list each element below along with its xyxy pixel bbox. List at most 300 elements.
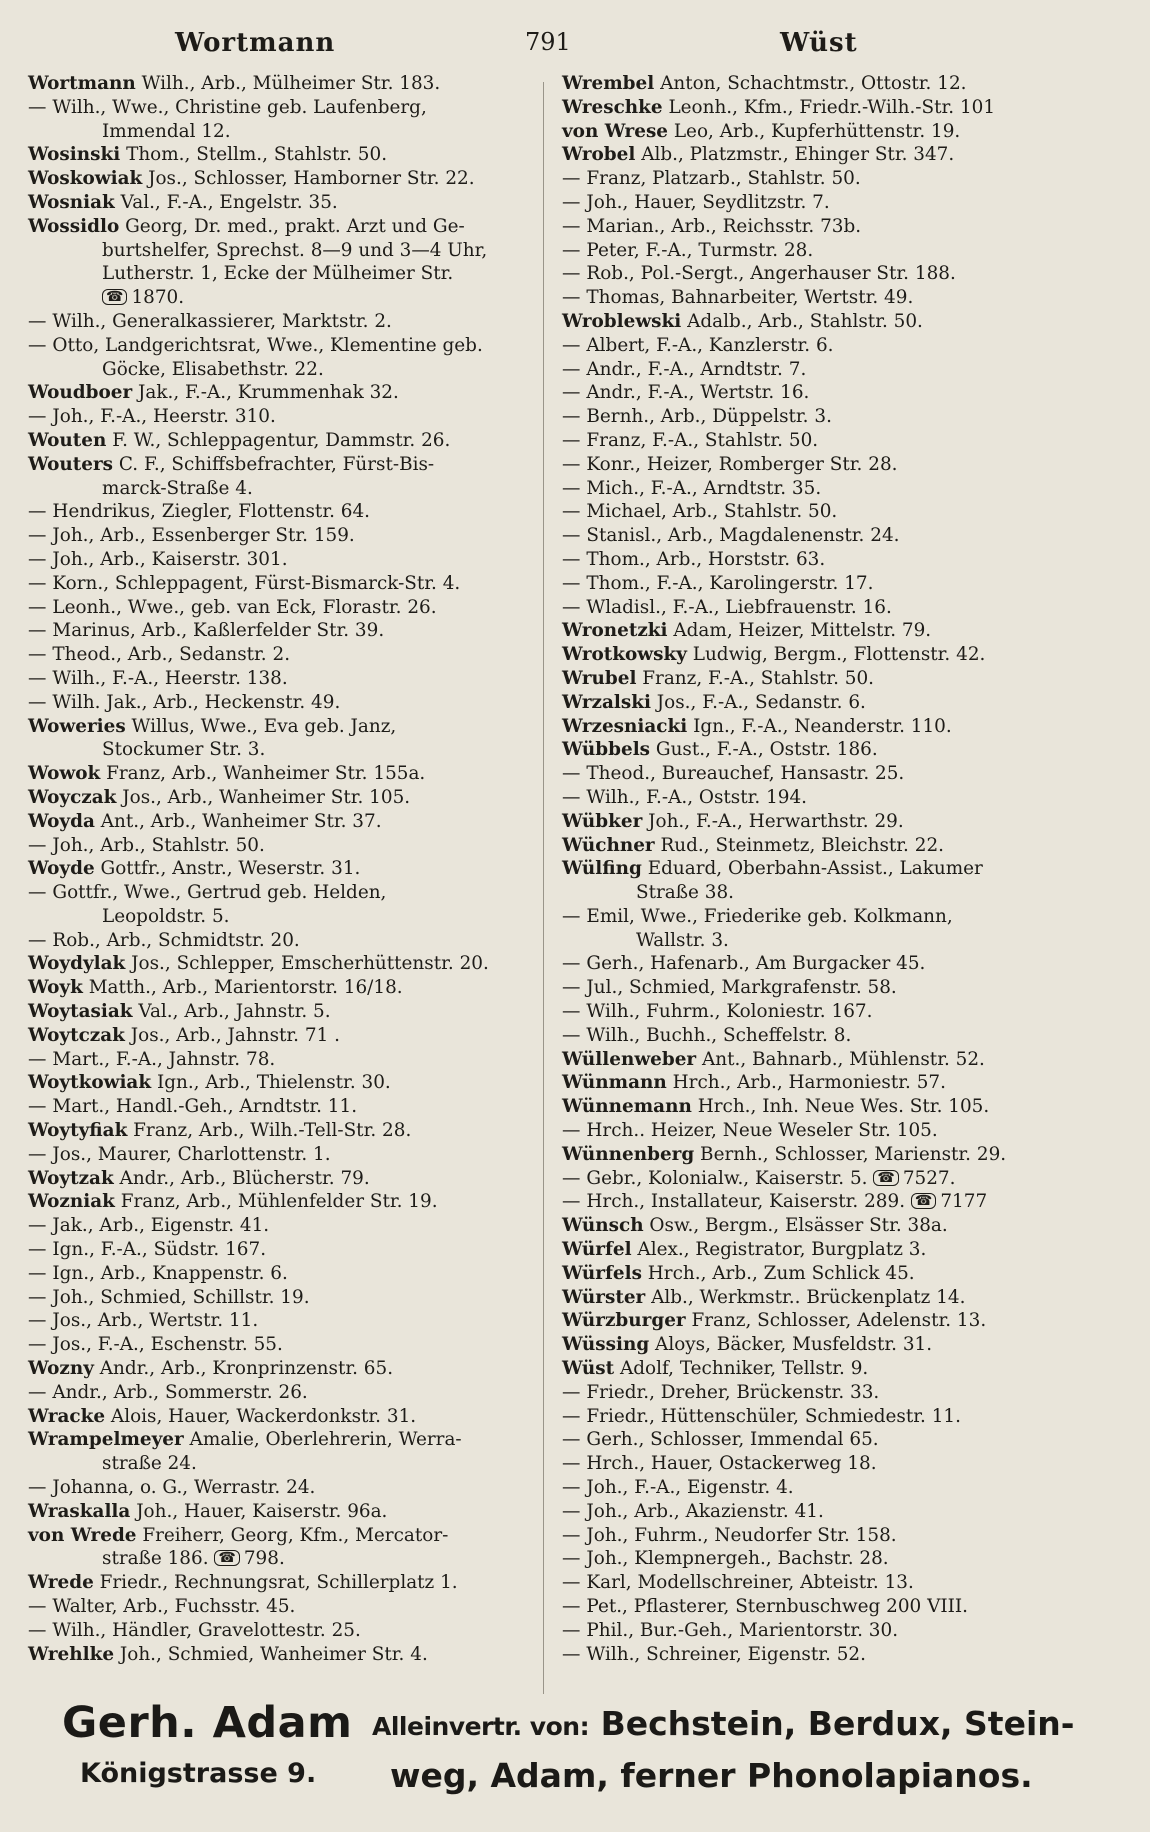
repeat-dash: — [28, 644, 47, 666]
entry-text: Wilh. Jak., Arb., Heckenstr. 49. [52, 691, 341, 713]
entry-line [562, 1238, 1102, 1262]
entry-line [562, 1024, 1102, 1048]
entry-line [28, 1595, 536, 1619]
entry-text: Konr., Heizer, Romberger Str. 28. [586, 453, 898, 475]
surname: Woweries [28, 715, 126, 737]
entry-text: Val., F.-A., Engelstr. 35. [114, 191, 338, 213]
entry-line [28, 1643, 536, 1667]
entry-line [562, 1476, 1102, 1500]
repeat-dash: — [562, 168, 581, 190]
directory-entry [562, 1428, 1102, 1452]
entry-line [562, 1643, 1102, 1667]
page-header [0, 22, 1150, 62]
directory-entry [562, 1024, 1102, 1048]
entry-line [562, 596, 1102, 620]
directory-entry [562, 1071, 1102, 1095]
directory-entry [562, 477, 1102, 501]
entry-text: Bernh., Schlosser, Marienstr. 29. [694, 1143, 1007, 1165]
entry-text: Joh., Arb., Stahlstr. 50. [52, 834, 265, 856]
entry-text: Mart., Handl.-Geh., Arndtstr. 11. [52, 1096, 358, 1118]
entry-line [28, 1238, 536, 1262]
entry-line [562, 167, 1102, 191]
header-right-keyword: Wüst [780, 28, 858, 58]
entry-line [562, 477, 1102, 501]
entry-line [562, 358, 1102, 382]
entry-text: Joh., F.-A., Eigenstr. 4. [586, 1477, 794, 1499]
directory-entry [562, 857, 1102, 905]
entry-line [28, 286, 536, 310]
repeat-dash: — [28, 1334, 47, 1356]
entry-text: Rud., Steinmetz, Bleichstr. 22. [654, 834, 944, 856]
entry-text: Franz, Arb., Wanheimer Str. 155a. [100, 763, 426, 785]
surname: Wrede [28, 1572, 94, 1594]
entry-text: straße 24. [102, 1453, 197, 1475]
entry-text: Amalie, Oberlehrerin, Werra- [183, 1429, 462, 1451]
surname: Wozny [28, 1358, 94, 1380]
directory-entry [28, 72, 536, 96]
telephone-icon: ☎ [102, 289, 127, 305]
directory-entry [562, 738, 1102, 762]
entry-line [562, 1095, 1102, 1119]
entry-text: Franz, Schlosser, Adelenstr. 13. [685, 1310, 987, 1332]
entry-line [28, 1262, 536, 1286]
ad-line-1 [372, 1704, 1074, 1743]
entry-line [28, 72, 536, 96]
repeat-dash: — [28, 525, 47, 547]
repeat-dash: — [28, 667, 47, 689]
directory-entry [562, 500, 1102, 524]
entry-line [28, 334, 536, 358]
repeat-dash: — [562, 1453, 581, 1475]
entry-text: Adam, Heizer, Mittelstr. 79. [667, 620, 932, 642]
repeat-dash: — [28, 1310, 47, 1332]
entry-line [28, 1405, 536, 1429]
directory-entry [28, 405, 536, 429]
entry-text: Pet., Pflasterer, Sternbuschweg 200 VIII. [586, 1596, 969, 1617]
entry-line [562, 405, 1102, 429]
surname: Woytzak [28, 1167, 114, 1189]
entry-text: Emil, Wwe., Friederike geb. Kolkmann, [586, 905, 953, 927]
entry-line [28, 548, 536, 572]
repeat-dash: — [562, 1167, 581, 1189]
ad-line-2: weg, Adam, ferner Phonolapianos. [390, 1756, 1033, 1795]
directory-entry [28, 1048, 536, 1072]
directory-entry [562, 1048, 1102, 1072]
directory-entry [562, 762, 1102, 786]
entry-line [562, 120, 1102, 144]
directory-entry [562, 1500, 1102, 1524]
entry-line [28, 524, 536, 548]
entry-line [28, 1309, 536, 1333]
entry-line [562, 1000, 1102, 1024]
entry-text: Wilh., Generalkassierer, Marktstr. 2. [52, 310, 392, 332]
entry-line [562, 143, 1102, 167]
entry-text: Hrch., Inh. Neue Wes. Str. 105. [691, 1096, 990, 1118]
entry-text: Jos., Maurer, Charlottenstr. 1. [52, 1143, 331, 1165]
surname: Wrobel [562, 144, 636, 166]
entry-line [28, 120, 536, 144]
directory-entry [28, 1286, 536, 1310]
column-divider [543, 82, 544, 1694]
page-number: 791 [525, 28, 571, 56]
directory-entry [28, 1381, 536, 1405]
surname: Wracke [28, 1405, 106, 1427]
directory-entry [28, 96, 536, 144]
entry-line [562, 715, 1102, 739]
entry-text: Gust., F.-A., Oststr. 186. [650, 739, 878, 761]
directory-entry [28, 572, 536, 596]
repeat-dash: — [28, 882, 47, 904]
entry-line [562, 1214, 1102, 1238]
entry-text: Jak., F.-A., Krummenhak 32. [132, 382, 399, 404]
directory-entry [562, 72, 1102, 96]
entry-line [28, 191, 536, 215]
entry-text: Val., Arb., Jahnstr. 5. [132, 1001, 331, 1023]
surname: Wünmann [562, 1072, 667, 1094]
repeat-dash: — [562, 477, 581, 499]
entry-line [562, 429, 1102, 453]
repeat-dash: — [562, 525, 581, 547]
entry-text: Phil., Bur.-Geh., Marientorstr. 30. [586, 1619, 899, 1641]
directory-entry [28, 1571, 536, 1595]
entry-text: Freiherr, Georg, Kfm., Mercator- [136, 1524, 449, 1546]
entry-text: Joh., Arb., Kaiserstr. 301. [52, 548, 288, 570]
directory-entry [562, 572, 1102, 596]
repeat-dash: — [28, 334, 47, 356]
entry-text: Rob., Pol.-Sergt., Angerhauser Str. 188. [586, 263, 956, 285]
entry-line [28, 1428, 536, 1452]
entry-text: Andr., F.-A., Arndtstr. 7. [586, 358, 807, 380]
entry-line [562, 96, 1102, 120]
directory-entry [28, 1214, 536, 1238]
entry-text: Bernh., Arb., Düppelstr. 3. [586, 406, 832, 428]
repeat-dash: — [562, 1572, 581, 1594]
directory-entry [562, 715, 1102, 739]
entry-line [562, 548, 1102, 572]
entry-text: Joh., F.-A., Heerstr. 310. [52, 406, 276, 428]
entry-text: Alex., Registrator, Burgplatz 3. [631, 1239, 927, 1261]
entry-line [28, 96, 536, 120]
directory-entry [28, 143, 536, 167]
entry-line [562, 619, 1102, 643]
entry-text: Jos., Arb., Wanheimer Str. 105. [116, 786, 411, 808]
entry-line [28, 1071, 536, 1095]
repeat-dash: — [562, 1024, 581, 1046]
entry-text: Hrch.. Heizer, Neue Weseler Str. 105. [586, 1120, 938, 1142]
directory-entry [562, 334, 1102, 358]
entry-text: Joh., Schmied, Wanheimer Str. 4. [114, 1643, 428, 1665]
entry-text: Gerh., Hafenarb., Am Burgacker 45. [586, 953, 926, 975]
surname: Wowok [28, 763, 101, 785]
entry-text: Göcke, Elisabethstr. 22. [102, 358, 324, 380]
entry-line [562, 1143, 1102, 1167]
entry-text: Otto, Landgerichtsrat, Wwe., Klementine geb. [52, 334, 483, 356]
surname: Woyda [28, 810, 95, 832]
directory-entry [28, 1119, 536, 1143]
directory-entry [28, 1357, 536, 1381]
repeat-dash: — [28, 501, 47, 523]
surname: Woydylak [28, 953, 126, 975]
repeat-dash: — [562, 453, 581, 475]
directory-entry [562, 1286, 1102, 1310]
repeat-dash: — [28, 1215, 47, 1237]
directory-entry [28, 1428, 536, 1476]
advertisement [60, 1696, 1090, 1806]
directory-entry [562, 310, 1102, 334]
directory-entry [28, 191, 536, 215]
entry-text: Thom., Stellm., Stahlstr. 50. [120, 144, 388, 166]
repeat-dash: — [28, 96, 47, 118]
entry-text: Lutherstr. 1, Ecke der Mülheimer Str. [102, 263, 454, 285]
telephone-icon: ☎ [873, 1170, 898, 1186]
entry-text: Leo, Arb., Kupferhüttenstr. 19. [668, 120, 961, 142]
repeat-dash: — [562, 429, 581, 451]
surname: von Wrese [562, 120, 668, 142]
entry-text: Straße 38. [636, 882, 735, 904]
directory-entry [562, 1095, 1102, 1119]
entry-text: Leopoldstr. 5. [102, 905, 230, 927]
entry-text: Joh., Hauer, Seydlitzstr. 7. [586, 191, 830, 213]
surname: Woyczak [28, 786, 117, 808]
directory-entry [562, 1595, 1102, 1619]
entry-line [562, 262, 1102, 286]
entry-line [28, 929, 536, 953]
entry-line [28, 1119, 536, 1143]
entry-text: Theod., Bureauchef, Hansastr. 25. [586, 763, 905, 785]
directory-entry [562, 619, 1102, 643]
directory-entry [562, 643, 1102, 667]
surname: Woskowiak [28, 168, 143, 190]
surname: Wrzalski [562, 691, 651, 713]
directory-entry [562, 1119, 1102, 1143]
entry-line [28, 905, 536, 929]
directory-entry [28, 1524, 536, 1572]
entry-line [562, 1071, 1102, 1095]
entry-text: Korn., Schleppagent, Fürst-Bismarck-Str. 4. [52, 572, 461, 594]
directory-entry [28, 1024, 536, 1048]
entry-text: Theod., Arb., Sedanstr. 2. [52, 644, 291, 666]
directory-entry [562, 215, 1102, 239]
directory-entry [562, 1452, 1102, 1476]
entry-line [562, 381, 1102, 405]
entry-line [562, 667, 1102, 691]
directory-entry [28, 1476, 536, 1500]
directory-entry [562, 1405, 1102, 1429]
entry-line [562, 738, 1102, 762]
repeat-dash: — [28, 929, 47, 951]
directory-entry [562, 786, 1102, 810]
entry-text: Joh., Fuhrm., Neudorfer Str. 158. [586, 1524, 897, 1546]
entry-text: Gerh., Schlosser, Immendal 65. [586, 1429, 879, 1451]
entry-line [562, 1309, 1102, 1333]
surname: Würfels [562, 1262, 642, 1284]
directory-entry [28, 1333, 536, 1357]
repeat-dash: — [562, 1001, 581, 1023]
entry-line [562, 286, 1102, 310]
repeat-dash: — [562, 905, 581, 927]
entry-text: Ign., Arb., Thielenstr. 30. [151, 1072, 391, 1094]
entry-line [562, 1547, 1102, 1571]
entry-line [28, 477, 536, 501]
surname: Wrzesniacki [562, 715, 688, 737]
entry-text: Leonh., Kfm., Friedr.-Wilh.-Str. 101 [662, 96, 996, 118]
entry-line [28, 215, 536, 239]
directory-entry [28, 310, 536, 334]
directory-entry [28, 381, 536, 405]
entry-line [562, 72, 1102, 96]
entry-line [28, 1167, 536, 1191]
entry-line [562, 310, 1102, 334]
entry-text: C. F., Schiffsbefrachter, Fürst-Bis- [113, 453, 435, 475]
directory-entry [562, 524, 1102, 548]
repeat-dash: — [562, 1120, 581, 1142]
entry-text: Jos., F.-A., Sedanstr. 6. [650, 691, 866, 713]
surname: Wünsch [562, 1215, 644, 1237]
entry-line [28, 952, 536, 976]
directory-entry [28, 643, 536, 667]
entry-text: Stockumer Str. 3. [102, 739, 266, 761]
entry-text: burtshelfer, Sprechst. 8—9 und 3—4 Uhr, [102, 239, 488, 261]
entry-text: Andr., F.-A., Wertstr. 16. [586, 382, 810, 404]
entry-line [562, 857, 1102, 881]
telephone-icon: ☎ [214, 1550, 239, 1566]
surname: Woytasiak [28, 1001, 133, 1023]
entry-line [28, 1381, 536, 1405]
directory-entry [28, 976, 536, 1000]
directory-entry [28, 1000, 536, 1024]
directory-entry [28, 429, 536, 453]
directory-entry [28, 500, 536, 524]
entry-text: Gottfr., Anstr., Weserstr. 31. [94, 858, 361, 880]
entry-line [28, 1095, 536, 1119]
entry-line [562, 1619, 1102, 1643]
directory-entry [562, 1238, 1102, 1262]
entry-line [28, 453, 536, 477]
directory-entry [562, 191, 1102, 215]
directory-entry [28, 1405, 536, 1429]
directory-entry [28, 1619, 536, 1643]
directory-entry [562, 262, 1102, 286]
entry-text: Osw., Bergm., Elsässer Str. 38a. [643, 1215, 948, 1237]
entry-line [28, 976, 536, 1000]
surname: Wreschke [562, 96, 663, 118]
entry-line [562, 952, 1102, 976]
entry-text: Marian., Arb., Reichsstr. 73b. [586, 215, 862, 237]
repeat-dash: — [562, 1381, 581, 1403]
entry-text: Joh., F.-A., Herwarthstr. 29. [642, 810, 904, 832]
repeat-dash: — [28, 596, 47, 618]
directory-entry [562, 381, 1102, 405]
entry-line [562, 1500, 1102, 1524]
entry-text: Leonh., Wwe., geb. van Eck, Florastr. 26. [52, 596, 437, 618]
repeat-dash: — [28, 1286, 47, 1308]
entry-text: Thom., F.-A., Karolingerstr. 17. [586, 572, 874, 594]
entry-line [562, 905, 1102, 929]
entry-text: Joh., Hauer, Kaiserstr. 96a. [130, 1500, 388, 1522]
surname: Wübbels [562, 739, 651, 761]
surname: Wosniak [28, 191, 115, 213]
entry-text: Walter, Arb., Fuchsstr. 45. [52, 1596, 296, 1617]
directory-entry [28, 786, 536, 810]
entry-line [28, 572, 536, 596]
entry-line [28, 405, 536, 429]
entry-line [562, 334, 1102, 358]
entry-text: Jos., Schlosser, Hamborner Str. 22. [142, 168, 475, 190]
entry-line [28, 1500, 536, 1524]
directory-entry [28, 834, 536, 858]
surname: Wosinski [28, 144, 121, 166]
entry-line [28, 310, 536, 334]
entry-line [28, 762, 536, 786]
entry-text: Wilh., F.-A., Oststr. 194. [586, 786, 808, 808]
directory-entry [562, 1381, 1102, 1405]
entry-text: Franz, F.-A., Stahlstr. 50. [586, 429, 819, 451]
surname: Wozniak [28, 1191, 115, 1213]
repeat-dash: — [562, 287, 581, 309]
entry-line [562, 1119, 1102, 1143]
directory-entry [28, 1238, 536, 1262]
entry-text: Peter, F.-A., Turmstr. 28. [586, 239, 814, 261]
repeat-dash: — [562, 953, 581, 975]
entry-text: Ign., F.-A., Südstr. 167. [52, 1239, 267, 1261]
left-column [28, 72, 536, 1666]
entry-text: Ant., Arb., Wanheimer Str. 37. [94, 810, 382, 832]
entry-text: Joh., Schmied, Schillstr. 19. [52, 1286, 310, 1308]
entry-text: Alb., Werkmstr.. Brückenplatz 14. [645, 1286, 966, 1308]
surname: Wrotkowsky [562, 644, 687, 666]
directory-entry [562, 952, 1102, 976]
entry-line [28, 738, 536, 762]
repeat-dash: — [562, 1619, 581, 1641]
entry-line [28, 1048, 536, 1072]
entry-text: Mich., F.-A., Arndtstr. 35. [586, 477, 822, 499]
entry-line [28, 619, 536, 643]
entry-line [28, 667, 536, 691]
entry-line [562, 1524, 1102, 1548]
entry-text: Wallstr. 3. [636, 929, 729, 951]
directory-entry [562, 1190, 1102, 1214]
directory-entry [28, 1595, 536, 1619]
ad-line-1-prefix: Alleinvertr. von: [372, 1712, 590, 1741]
surname: Woyde [28, 858, 95, 880]
repeat-dash: — [28, 406, 47, 428]
entry-line [28, 381, 536, 405]
directory-entry [28, 881, 536, 929]
surname: Wübker [562, 810, 643, 832]
directory-entry [28, 334, 536, 382]
entry-line [28, 1619, 536, 1643]
entry-text: Ant., Bahnarb., Mühlenstr. 52. [696, 1048, 985, 1070]
entry-text: Hrch., Hauer, Ostackerweg 18. [586, 1453, 877, 1475]
directory-entry [28, 857, 536, 881]
directory-entry [562, 905, 1102, 953]
entry-text: marck-Straße 4. [102, 477, 253, 499]
directory-entry [562, 1476, 1102, 1500]
repeat-dash: — [28, 691, 47, 713]
entry-text: Hendrikus, Ziegler, Flottenstr. 64. [52, 501, 371, 523]
entry-line [562, 1571, 1102, 1595]
directory-entry [562, 239, 1102, 263]
directory-entry [28, 1643, 536, 1667]
repeat-dash: — [562, 191, 581, 213]
directory-entry [562, 691, 1102, 715]
entry-text: Rob., Arb., Schmidtstr. 20. [52, 929, 300, 951]
directory-entry [28, 691, 536, 715]
entry-text: Franz, F.-A., Stahlstr. 50. [636, 667, 875, 689]
entry-line [562, 524, 1102, 548]
entry-line [28, 1547, 536, 1571]
entry-line [562, 1428, 1102, 1452]
